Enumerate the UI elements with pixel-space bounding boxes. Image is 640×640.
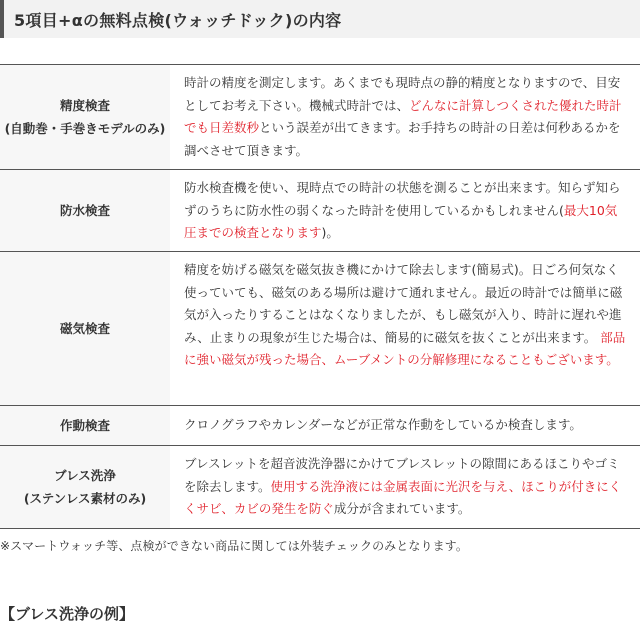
row-label-title: 作動検査 [59,418,110,433]
desc-highlight: 最大10気圧までの検査となります [184,202,618,240]
row-label-title: ブレス洗浄 [54,468,116,483]
table-row-precision [0,65,640,170]
desc-text: ブレスレットを超音波洗浄器にかけてブレスレットの隙間にあるほこりやゴミを除去します。 [184,456,620,494]
row-label [0,252,170,405]
desc-highlight: 使用する洗浄液には金属表面に光沢を与え、ほこりが付きにくくサビ、カビの発生を防ぐ [184,478,622,516]
footnote: ※スマートウォッチ等、点検ができない商品に関しては外装チェックのみとなります。 [0,539,468,553]
desc-text: 時計の精度を測定します。あくまでも現時点の静的精度となりますので、目安としてお考え下さい。機械式時計では、 [184,75,621,113]
row-description [170,65,640,169]
row-description [170,252,640,405]
row-description [170,170,640,251]
desc-text-tail: 成分が含まれています。 [333,501,471,516]
desc-text: クロノグラフやカレンダーなどが正常な作動をしているか検査します。 [184,417,582,433]
desc-highlight: どんなに計算しつくされた優れた時計でも日差数秒 [184,97,622,135]
section-heading: 5項目+αの無料点検(ウォッチドック)の内容 [0,0,640,38]
table-row-operation [0,406,640,446]
row-label-title: 磁気検査 [59,321,110,336]
inspection-table [0,64,640,529]
table-row-bracelet-cleaning [0,446,640,529]
row-label-sub: (自動巻・手巻きモデルのみ) [4,121,166,136]
row-label [0,65,170,169]
desc-text: 防水検査機を使い、現時点での時計の状態を測ることが出来ます。知らず知らずのうちに防水性の弱くなった時計を使用しているかもしれません( [184,180,621,218]
row-label [0,170,170,251]
row-label [0,446,170,528]
desc-text: 精度を妨げる磁気を磁気抜き機にかけて除去します(簡易式)。日ごろ何気なく使っていても、磁気のある場所は避けて通れません。最近の時計では簡単に磁気が入ったりすることはなくなりましたが、もし磁気が入り、時計に遅れや進み、止まりの現象が生じた場合は、簡易的に磁気を抜くことが出来ます。 [184,262,623,345]
desc-text-tail: )。 [321,225,339,240]
row-label-title: 精度検査 [59,98,110,113]
row-description [170,406,640,445]
row-label [0,406,170,445]
row-label-title: 防水検査 [59,203,110,218]
row-label-sub: (ステンレス素材のみ) [23,491,147,506]
row-description [170,446,640,528]
table-row-waterproof [0,170,640,252]
table-row-magnetism [0,252,640,406]
desc-highlight: 部品に強い磁気が残った場合、ムーブメントの分解修理になることもございます。 [184,329,626,367]
desc-text-tail: という誤差が出てきます。お手持ちの時計の日差は何秒あるかを調べさせて頂きます。 [184,120,621,158]
bracelet-cleaning-example-heading: 【ブレス洗浄の例】 [0,605,134,623]
